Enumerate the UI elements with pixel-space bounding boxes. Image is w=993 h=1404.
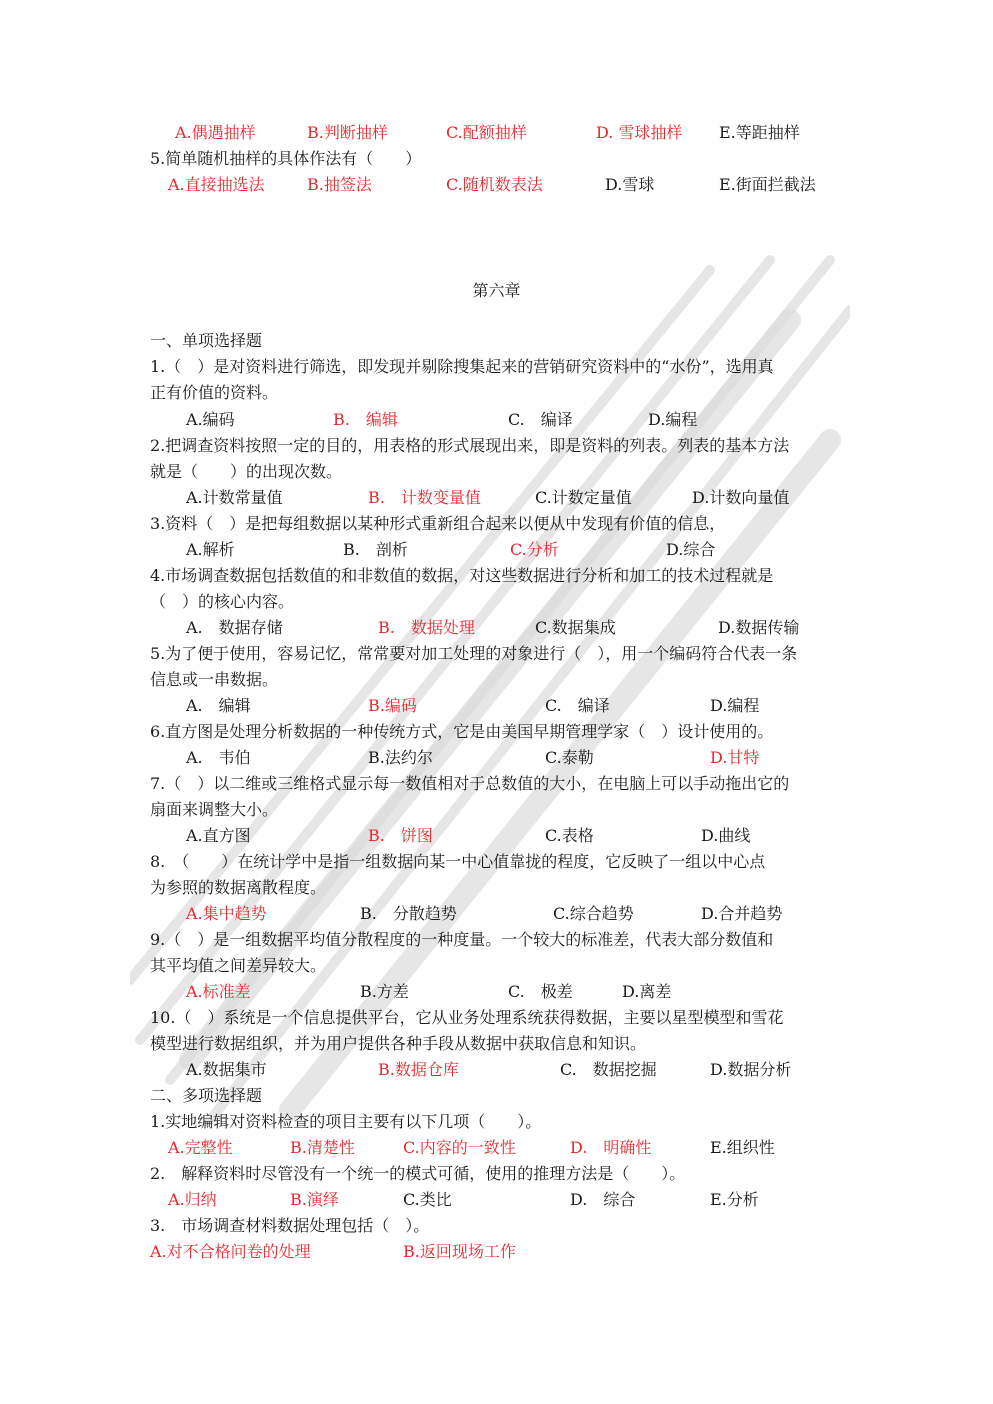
option: D. 明确性: [570, 1138, 652, 1157]
question-line: 3.资料（ ）是把每组数据以某种形式重新组合起来以便从中发现有价值的信息，: [150, 514, 726, 533]
option: A.标准差: [186, 982, 251, 1001]
option: B.数据仓库: [378, 1060, 459, 1079]
question-line: 9.（ ）是一组数据平均值分散程度的一种度量。一个较大的标准差，代表大部分数值和: [150, 930, 774, 949]
option: C. 编译: [545, 696, 610, 715]
chapter-title: 第六章: [472, 281, 521, 300]
option: C. 数据挖掘: [560, 1060, 657, 1079]
option: C. 极差: [508, 982, 573, 1001]
option: D.雪球: [605, 175, 655, 194]
option: D.数据传输: [718, 618, 800, 637]
option: C.分析: [510, 540, 559, 559]
question-line: 10.（ ）系统是一个信息提供平台，它从业务处理系统获得数据，主要以星型模型和雪花: [150, 1008, 784, 1027]
option: D.甘特: [710, 748, 760, 767]
question-line: 扇面来调整大小。: [150, 800, 279, 819]
option: B.法约尔: [368, 748, 433, 767]
option: D.离差: [622, 982, 672, 1001]
option: A. 编辑: [186, 696, 251, 715]
option: B.返回现场工作: [403, 1242, 516, 1261]
option: C.类比: [403, 1190, 452, 1209]
section-title: 一、单项选择题: [150, 331, 263, 350]
question-line: （ ）的核心内容。: [150, 592, 295, 611]
option: A.数据集市: [186, 1060, 267, 1079]
question-line: 5.为了便于使用，容易记忆，常常要对加工处理的对象进行（ ），用一个编码符合代表一条: [150, 644, 798, 663]
option: A.对不合格问卷的处理: [150, 1242, 311, 1261]
question-stem: 5.简单随机抽样的具体作法有（ ）: [150, 149, 422, 168]
question-line: 正有价值的资料。: [150, 383, 279, 402]
option: A.集中趋势: [186, 904, 267, 923]
option: B. 饼图: [368, 826, 433, 845]
option: A.解析: [186, 540, 235, 559]
option: C.泰勒: [545, 748, 594, 767]
question-line: 为参照的数据离散程度。: [150, 878, 327, 897]
option: D.编程: [710, 696, 760, 715]
section-title: 二、多项选择题: [150, 1086, 263, 1105]
question-line: 7.（ ）以二维或三维格式显示每一数值相对于总数值的大小，在电脑上可以手动拖出它的: [150, 774, 790, 793]
option: C.数据集成: [535, 618, 616, 637]
question-line: 2. 解释资料时尽管没有一个统一的模式可循，使用的推理方法是（ ）。: [150, 1164, 686, 1183]
question-line: 就是（ ）的出现次数。: [150, 462, 343, 481]
option: B. 分散趋势: [360, 904, 457, 923]
option: D. 雪球抽样: [596, 123, 683, 142]
option: A.偶遇抽样: [175, 123, 256, 142]
option: B. 计数变量值: [368, 488, 481, 507]
question-line: 1.（ ）是对资料进行筛选，即发现并剔除搜集起来的营销研究资料中的“水份”，选用真: [150, 357, 774, 376]
option: B. 剖析: [343, 540, 408, 559]
option: B.抽签法: [307, 175, 372, 194]
option: B.方差: [360, 982, 409, 1001]
option: D.计数向量值: [692, 488, 790, 507]
option: A.编码: [186, 410, 235, 429]
question-line: 信息或一串数据。: [150, 670, 279, 689]
option: A.直接抽选法: [168, 175, 265, 194]
option: C.表格: [545, 826, 594, 845]
question-line: 其平均值之间差异较大。: [150, 956, 327, 975]
option: E.组织性: [710, 1138, 775, 1157]
question-line: 6.直方图是处理分析数据的一种传统方式，它是由美国早期管理学家（ ）设计使用的。: [150, 722, 774, 741]
option: A.计数常量值: [186, 488, 283, 507]
option: D.数据分析: [710, 1060, 792, 1079]
option: C.计数定量值: [535, 488, 632, 507]
option: D.曲线: [701, 826, 751, 845]
option: C.配额抽样: [446, 123, 527, 142]
option: A. 韦伯: [186, 748, 251, 767]
option: B.演绎: [290, 1190, 339, 1209]
option: E.分析: [710, 1190, 759, 1209]
option: E.等距抽样: [719, 123, 800, 142]
option: B.清楚性: [290, 1138, 355, 1157]
question-line: 1.实地编辑对资料检查的项目主要有以下几项（ ）。: [150, 1112, 542, 1131]
option: D.综合: [666, 540, 716, 559]
option: C. 编译: [508, 410, 573, 429]
option: D.编程: [648, 410, 698, 429]
option: D. 综合: [570, 1190, 636, 1209]
option: B.判断抽样: [307, 123, 388, 142]
question-line: 4.市场调查数据包括数值的和非数值的数据，对这些数据进行分析和加工的技术过程就是: [150, 566, 774, 585]
question-line: 8. （ ）在统计学中是指一组数据向某一中心值靠拢的程度，它反映了一组以中心点: [150, 852, 766, 871]
option: B. 编辑: [333, 410, 398, 429]
question-line: 模型进行数据组织，并为用户提供各种手段从数据中获取信息和知识。: [150, 1034, 647, 1053]
option: A.归纳: [168, 1190, 217, 1209]
option: A. 数据存储: [186, 618, 283, 637]
option: C.内容的一致性: [403, 1138, 516, 1157]
option: A.完整性: [168, 1138, 233, 1157]
option: C.综合趋势: [553, 904, 634, 923]
option: E.街面拦截法: [719, 175, 816, 194]
question-line: 2.把调查资料按照一定的目的，用表格的形式展现出来，即是资料的列表。列表的基本方法: [150, 436, 790, 455]
option: C.随机数表法: [446, 175, 543, 194]
option: D.合并趋势: [701, 904, 783, 923]
question-line: 3. 市场调查材料数据处理包括（ ）。: [150, 1216, 430, 1235]
option: B.编码: [368, 696, 417, 715]
option: B. 数据处理: [378, 618, 475, 637]
option: A.直方图: [186, 826, 251, 845]
